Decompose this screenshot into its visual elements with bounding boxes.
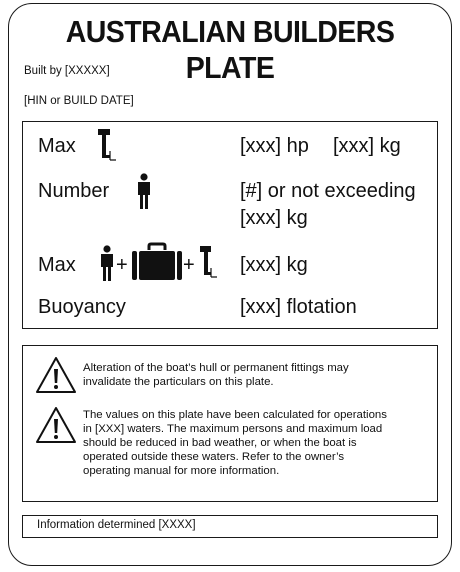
plus-sign: + [183,254,195,276]
warning-triangle-icon [35,356,77,394]
buoyancy-value: [xxx] flotation [240,296,357,318]
number-value-line2: [xxx] kg [240,207,308,229]
warning-2-line-3: should be reduced in bad weather, or when the boat is [83,437,357,449]
number-value-line1: [#] or not exceeding [240,180,416,202]
max-load-value: [xxx] kg [240,254,308,276]
warning-1-line-1: Alteration of the boat’s hull or permanent fittings may [83,362,349,374]
warning-1-line-2: invalidate the particulars on this plate. [83,376,274,388]
warning-2-line-5: operating manual for more information. [83,465,280,477]
luggage-icon [131,242,183,282]
built-by: Built by [XXXXX] [24,65,110,77]
outboard-motor-icon [199,244,223,282]
person-icon [99,245,115,283]
max-power-kg: [xxx] kg [333,135,401,157]
warning-2-line-4: operated outside these waters. Refer to the owner’s [83,451,345,463]
outboard-motor-icon [96,127,124,165]
plus-sign: + [116,254,128,276]
hin-or-build-date: [HIN or BUILD DATE] [24,95,134,107]
info-determined: Information determined [XXXX] [37,519,196,531]
person-icon [136,173,152,211]
number-label: Number [38,180,110,202]
warning-2-line-1: The values on this plate have been calculated for operations [83,409,387,421]
max-power-label: Max [38,135,76,157]
max-power-hp: [xxx] hp [240,135,309,157]
warning-2-line-2: in [XXX] waters. The maximum persons and maximum load [83,423,383,435]
warning-triangle-icon [35,406,77,444]
plate-title: AUSTRALIAN BUILDERS PLATE [65,14,395,85]
max-load-label: Max [38,254,76,276]
buoyancy-label: Buoyancy [38,296,126,318]
